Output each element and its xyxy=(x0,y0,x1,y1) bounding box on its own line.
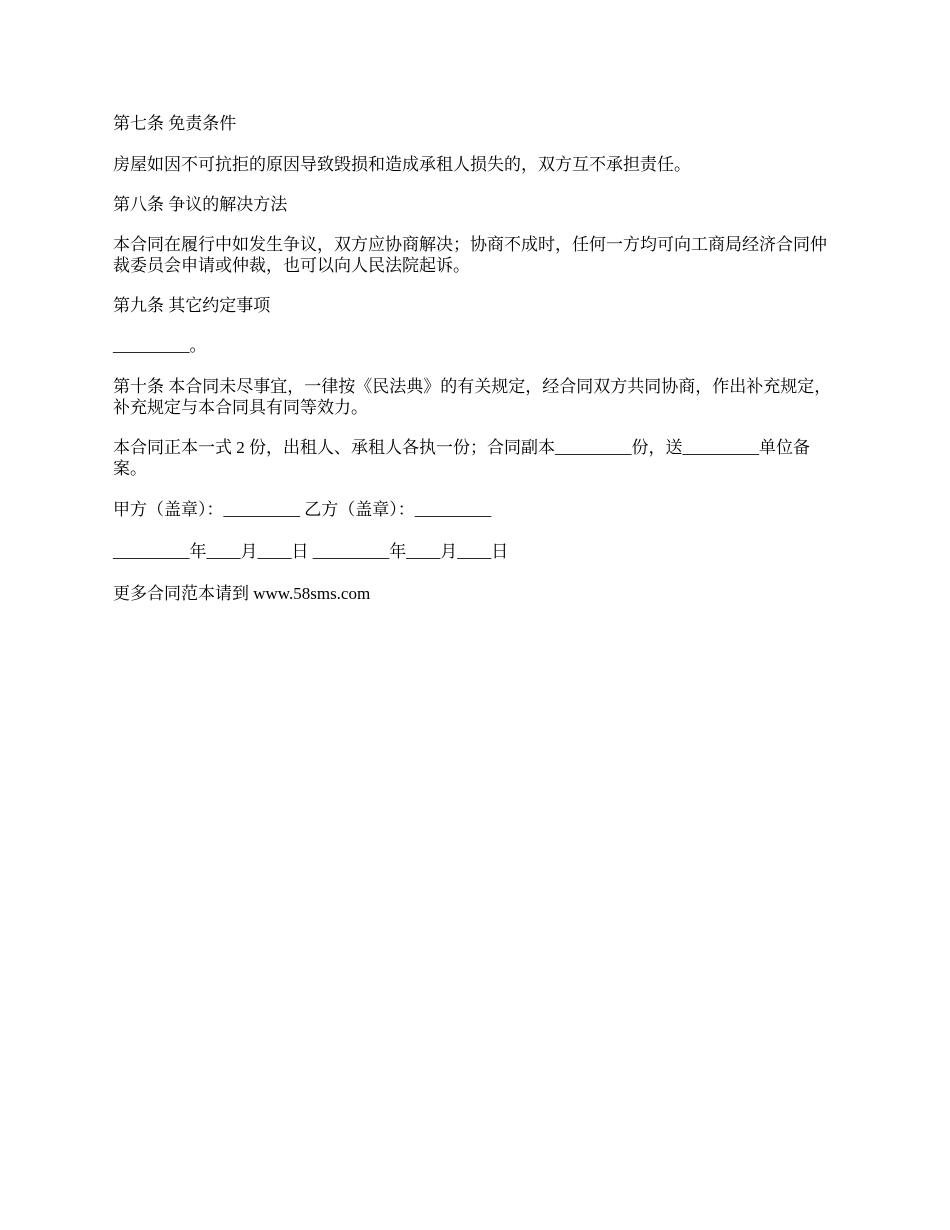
article-10-body: 第十条 本合同未尽事宜，一律按《民法典》的有关规定，经合同双方共同协商，作出补充规定，补充规定与本合同具有同等效力。 xyxy=(113,377,832,417)
copies-clause: 本合同正本一式 2 份，出租人、承租人各执一份；合同副本_________份，送_________单位备案。 xyxy=(113,438,810,478)
article-9-blank: _________。 xyxy=(113,336,207,355)
date-line: _________年____月____日 _________年____月____日 xyxy=(113,542,509,561)
article-7-title: 第七条 免责条件 xyxy=(113,114,237,133)
article-7-body: 房屋如因不可抗拒的原因导致毁损和造成承租人损失的，双方互不承担责任。 xyxy=(113,155,691,174)
article-9-title: 第九条 其它约定事项 xyxy=(113,296,271,315)
article-8-body: 本合同在履行中如发生争议，双方应协商解决；协商不成时，任何一方均可向工商局经济合同仲裁委员会申请或仲裁，也可以向人民法院起诉。 xyxy=(113,235,827,275)
footer-note: 更多合同范本请到 www.58sms.com xyxy=(113,584,371,603)
article-8-title: 第八条 争议的解决方法 xyxy=(113,195,288,214)
signature-line: 甲方（盖章）：_________ 乙方（盖章）：_________ xyxy=(113,500,492,519)
